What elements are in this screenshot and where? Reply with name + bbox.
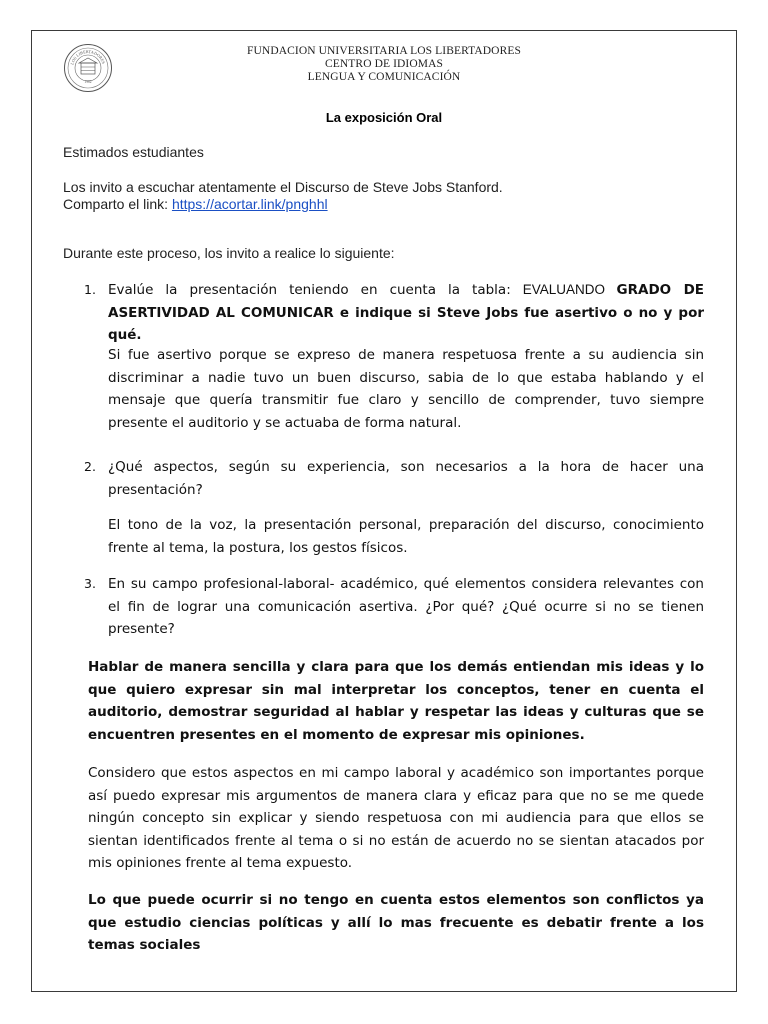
question-part-1: Evalúe la presentación teniendo en cuenta la tabla: (108, 282, 523, 298)
question-3: En su campo profesional-laboral- académico, qué elementos considera relevantes con el fin de lograr una comunicación asertiva. ¿Por qué? ¿Qué ocurre si no se tienen presente? (108, 576, 704, 637)
answer-paragraph-2: Considero que estos aspectos en mi campo laboral y académico son importantes porque así puedo expresar mis argumentos de manera clara y eficaz para que no se me quede ningún concepto sin explicar y siendo respetuosa con mi audiencia para que ellos se sientan identificados frente al tema o si no están de acuerdo no se sientan atacados por mis opiniones frente al tema expuesto. (88, 765, 704, 871)
svg-text:1982: 1982 (84, 80, 92, 84)
answer-paragraph-3: Lo que puede ocurrir si no tengo en cuenta estos elementos son conflictos ya que estudio ciencias políticas y allí lo mas frecuente es debatir frente a los temas sociales (88, 892, 704, 953)
svg-text:LOS LIBERTADORES: LOS LIBERTADORES (69, 48, 107, 66)
link-line (63, 196, 503, 213)
question-2: ¿Qué aspectos, según su experiencia, son necesarios a la hora de hacer una presentación? (108, 459, 704, 498)
document-page (31, 30, 737, 992)
invite-paragraph (63, 179, 503, 213)
list-item-2 (84, 456, 704, 501)
question-part-3: GRADO DE ASERTIVIDAD AL COMUNICAR e indique si Steve Jobs fue asertivo o no y por qué. (108, 282, 705, 343)
document-title: La exposición Oral (325, 110, 443, 125)
list-number: 3. (84, 576, 96, 591)
institution-header (32, 45, 736, 84)
speech-link[interactable]: https://acortar.link/pnghhl (171, 196, 328, 212)
answer-2: El tono de la voz, la presentación personal, preparación del discurso, conocimiento frente al tema, la postura, los gestos físicos. (108, 517, 704, 556)
list-item-1 (84, 279, 705, 347)
answer-1: Si fue asertivo porque se expreso de manera respetuosa frente a su audiencia sin discriminar a nadie tuvo un buen discurso, sabia de lo que estaba hablando y el mensaje que quería transmitir fue claro y sencillo de comprender, tuvo siempre presente el auditorio y se actuaba de forma natural. (108, 347, 704, 431)
invite-line: Los invito a escuchar atentamente el Discurso de Steve Jobs Stanford. (63, 179, 503, 195)
greeting: Estimados estudiantes (63, 144, 204, 160)
list-number: 2. (84, 459, 96, 474)
list-item-3 (84, 573, 704, 641)
process-line: Durante este proceso, los invito a realice lo siguiente: (63, 245, 395, 261)
header-line-1: FUNDACION UNIVERSITARIA LOS LIBERTADORES (247, 45, 521, 57)
question-part-2: EVALUANDO (522, 282, 617, 297)
list-number: 1. (84, 282, 96, 297)
header-line-2: CENTRO DE IDIOMAS (325, 58, 443, 70)
answer-paragraph-1: Hablar de manera sencilla y clara para que los demás entiendan mis ideas y lo que quiero expresar sin mal interpretar los conceptos, tener en cuenta el auditorio, demostrar seguridad al hablar y respetar las ideas y culturas que se encuentren presentes en el momento de expresar mis opiniones. (88, 659, 704, 743)
header-line-3: LENGUA Y COMUNICACIÓN (307, 71, 461, 83)
link-prefix: Comparto el link: (63, 196, 172, 212)
